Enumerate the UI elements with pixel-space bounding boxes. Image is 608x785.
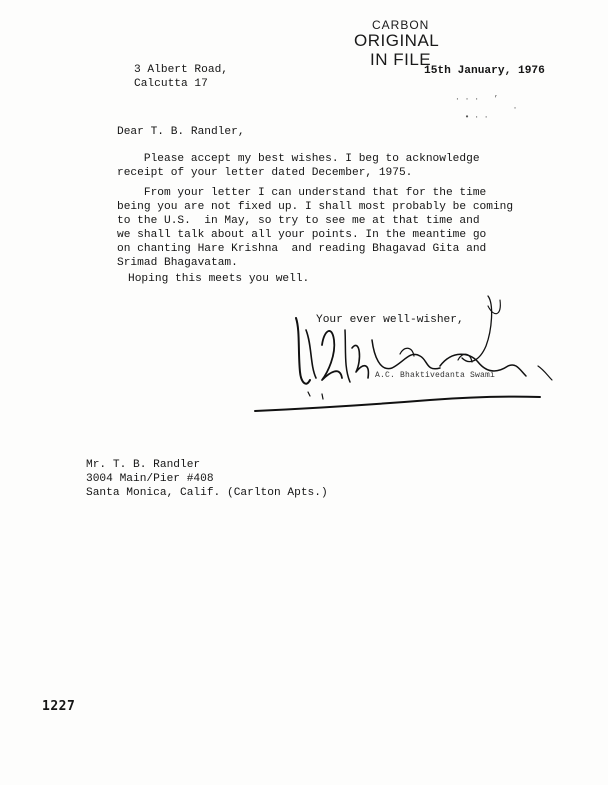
stamp-carbon: CARBON — [372, 18, 430, 32]
closing-line: Hoping this meets you well. — [128, 273, 310, 285]
paragraph-line: to the U.S. in May, so try to see me at that time and — [117, 215, 480, 227]
paragraph-line: Srimad Bhagavatam. — [117, 257, 238, 269]
paragraph-line: being you are not fixed up. I shall most probably be coming — [117, 201, 514, 213]
page-number: 1227 — [42, 699, 76, 714]
scan-specks: · · · ’ · • · · — [455, 95, 518, 122]
recipient-line: Mr. T. B. Randler — [86, 459, 201, 471]
paragraph-1 — [117, 152, 557, 180]
recipient-line: Santa Monica, Calif. (Carlton Apts.) — [86, 487, 328, 499]
letter-date: 15th January, 1976 — [424, 65, 545, 77]
paragraph-line: Please accept my best wishes. I beg to acknowledge — [117, 153, 480, 165]
stamp-in-file: IN FILE — [370, 50, 432, 69]
paragraph-line: From your letter I can understand that for the time — [117, 187, 487, 199]
paragraph-line: on chanting Hare Krishna and reading Bhagavad Gita and — [117, 243, 487, 255]
recipient-line: 3004 Main/Pier #408 — [86, 473, 214, 485]
salutation: Dear T. B. Randler, — [117, 126, 245, 138]
valediction: Your ever well-wisher, — [316, 314, 464, 326]
paragraph-line: we shall talk about all your points. In the meantime go — [117, 229, 487, 241]
sender-address-line-1: 3 Albert Road, — [134, 64, 228, 76]
stamp-original: ORIGINAL — [354, 31, 440, 50]
paragraph-2 — [117, 186, 557, 270]
sender-address-line-2: Calcutta 17 — [134, 78, 208, 90]
recipient-address — [86, 458, 328, 500]
typed-signature: A.C. Bhaktivedanta Swami — [375, 371, 496, 380]
paragraph-line: receipt of your letter dated December, 1975. — [117, 167, 413, 179]
